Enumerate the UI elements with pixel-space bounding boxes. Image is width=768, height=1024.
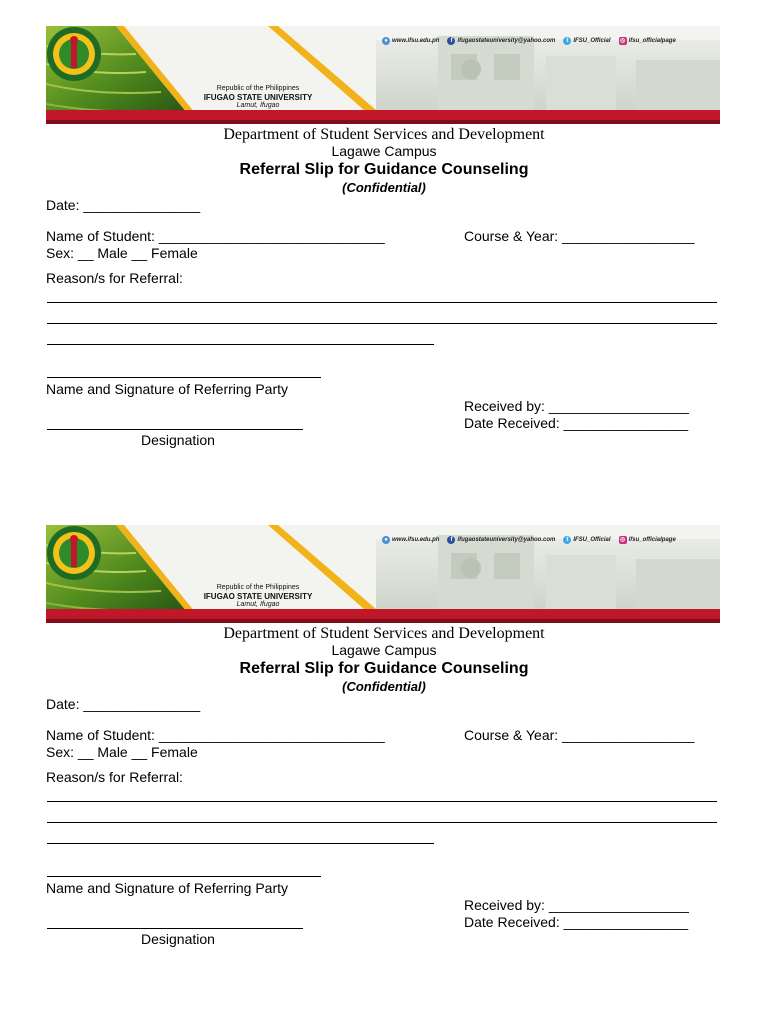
received-by-field[interactable]: Received by: __________________: [464, 897, 689, 913]
designation-line[interactable]: [47, 428, 303, 430]
republic-line: Republic of the Philippines: [216, 85, 300, 92]
facebook-icon: f: [447, 37, 455, 45]
designation-line[interactable]: [47, 927, 303, 929]
campus-name: Lagawe Campus: [331, 143, 437, 159]
referral-slip: [0, 0, 768, 470]
republic-line: Republic of the Philippines: [216, 584, 300, 591]
instagram-icon: ◎: [619, 537, 626, 543]
university-name: IFUGAO STATE UNIVERSITY: [203, 93, 313, 102]
university-location: Lamut, Ifugao: [236, 102, 280, 109]
confidential-note: (Confidential): [342, 679, 426, 694]
university-name: IFUGAO STATE UNIVERSITY: [203, 592, 313, 601]
university-banner: [46, 525, 720, 623]
globe-icon: ●: [382, 37, 390, 45]
university-banner: [46, 26, 720, 124]
date-field[interactable]: Date: _______________: [46, 696, 201, 712]
twitter-icon: t: [563, 536, 571, 544]
referral-slip: [0, 499, 768, 969]
twitter-link[interactable]: t IFSU_Official: [563, 37, 610, 45]
email-link[interactable]: f ifugaostateuniversity@yahoo.com: [447, 536, 555, 544]
referring-party-label: Name and Signature of Referring Party: [46, 880, 289, 896]
reason-line[interactable]: [47, 322, 717, 324]
social-links: [382, 534, 718, 546]
date-field[interactable]: Date: _______________: [46, 197, 201, 213]
website-link[interactable]: ● www.ifsu.edu.ph: [382, 37, 439, 45]
instagram-link[interactable]: ◎ ifsu_officialpage: [619, 537, 676, 543]
confidential-note: (Confidential): [342, 180, 426, 195]
referring-signature-line[interactable]: [47, 376, 321, 378]
university-location: Lamut, Ifugao: [236, 601, 280, 608]
university-seal: [46, 26, 102, 82]
referring-party-label: Name and Signature of Referring Party: [46, 381, 289, 397]
reason-line[interactable]: [47, 343, 434, 345]
reason-label: Reason/s for Referral:: [46, 769, 183, 785]
social-links: [382, 35, 718, 47]
sex-field[interactable]: Sex: __ Male __ Female: [46, 245, 198, 261]
course-year-field[interactable]: Course & Year: _________________: [464, 228, 695, 244]
student-name-field[interactable]: Name of Student: _____________________________: [46, 228, 385, 244]
designation-label: Designation: [141, 432, 215, 448]
department-heading: Department of Student Services and Development: [223, 625, 545, 642]
received-by-field[interactable]: Received by: __________________: [464, 398, 689, 414]
form-title: Referral Slip for Guidance Counseling: [239, 660, 529, 677]
email-link[interactable]: f ifugaostateuniversity@yahoo.com: [447, 37, 555, 45]
reason-label: Reason/s for Referral:: [46, 270, 183, 286]
referring-signature-line[interactable]: [47, 875, 321, 877]
form-title: Referral Slip for Guidance Counseling: [239, 161, 529, 178]
twitter-link[interactable]: t IFSU_Official: [563, 536, 610, 544]
date-received-field[interactable]: Date Received: ________________: [464, 914, 689, 930]
course-year-field[interactable]: Course & Year: _________________: [464, 727, 695, 743]
student-name-field[interactable]: Name of Student: _____________________________: [46, 727, 385, 743]
twitter-icon: t: [563, 37, 571, 45]
reason-line[interactable]: [47, 800, 717, 802]
department-heading: Department of Student Services and Development: [223, 126, 545, 143]
campus-name: Lagawe Campus: [331, 642, 437, 658]
reason-line[interactable]: [47, 301, 717, 303]
website-link[interactable]: ● www.ifsu.edu.ph: [382, 536, 439, 544]
designation-label: Designation: [141, 931, 215, 947]
instagram-icon: ◎: [619, 38, 626, 44]
reason-line[interactable]: [47, 821, 717, 823]
university-seal: [46, 525, 102, 581]
sex-field[interactable]: Sex: __ Male __ Female: [46, 744, 198, 760]
facebook-icon: f: [447, 536, 455, 544]
date-received-field[interactable]: Date Received: ________________: [464, 415, 689, 431]
reason-line[interactable]: [47, 842, 434, 844]
globe-icon: ●: [382, 536, 390, 544]
instagram-link[interactable]: ◎ ifsu_officialpage: [619, 38, 676, 44]
